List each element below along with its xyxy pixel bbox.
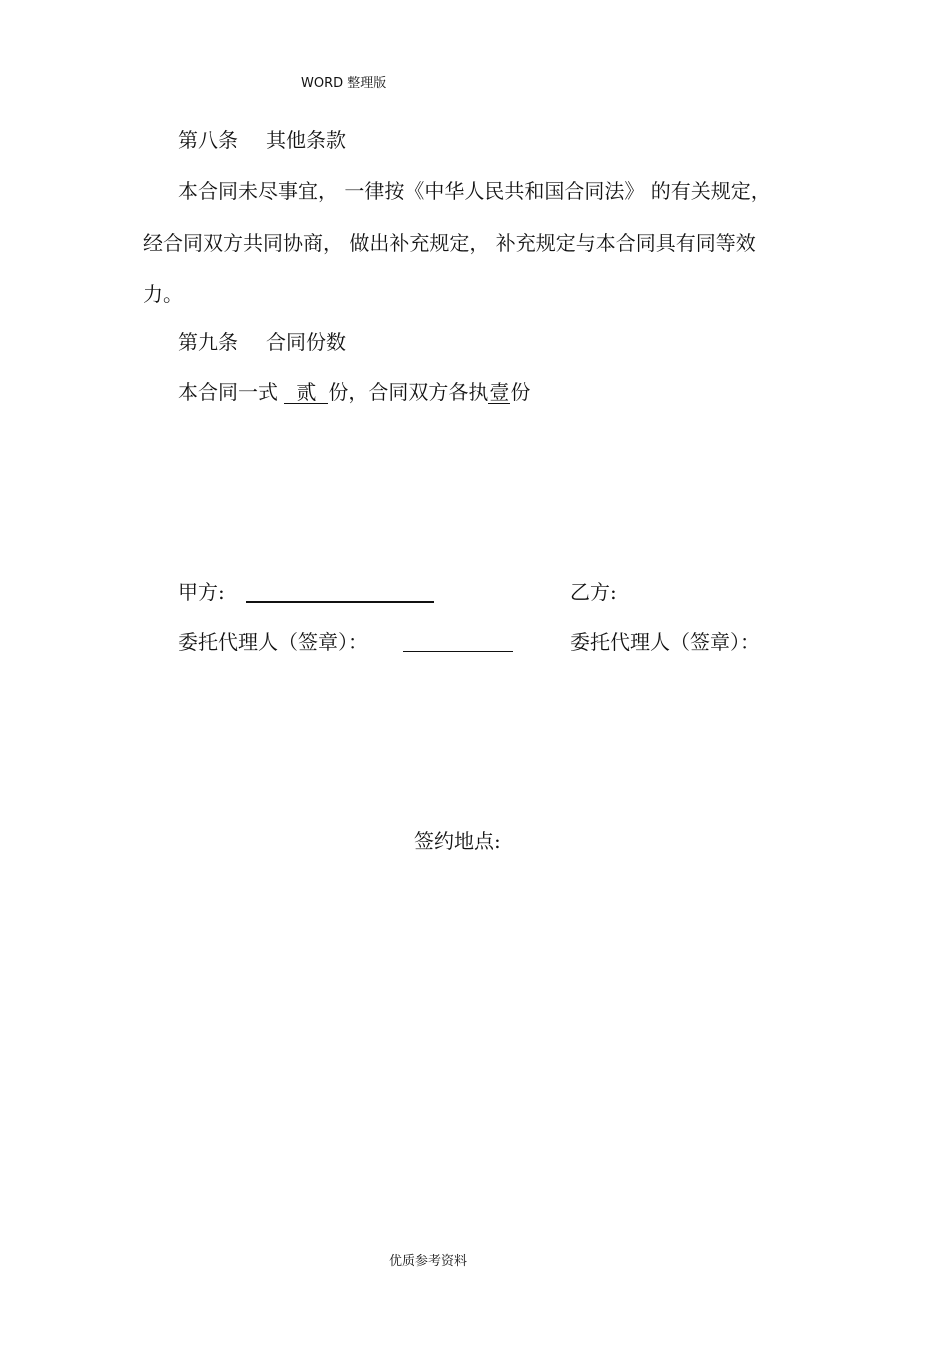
article-8-number: 第八条	[178, 128, 238, 152]
article-8-heading	[178, 126, 346, 154]
party-a-signature-line	[246, 601, 434, 603]
article-9-copies-line	[178, 378, 530, 406]
copies-each-blank: 壹	[489, 380, 510, 404]
agent-b-label: 委托代理人（签章）：	[570, 630, 760, 654]
copies-total-blank: 贰	[284, 381, 328, 404]
signing-place-label: 签约地点:	[414, 829, 501, 853]
article-8-title: 其他条款	[266, 128, 346, 152]
copies-prefix: 本合同一式	[178, 380, 278, 404]
agent-a-label: 委托代理人（签章）：	[178, 630, 368, 654]
party-a-label: 甲方:	[178, 580, 225, 604]
page-footer: 优质参考资料	[389, 1254, 468, 1269]
article-8-paragraph-line-3: 力。	[143, 282, 183, 306]
copies-middle: 份，合同双方各执	[328, 380, 489, 404]
page-header: WORD 整理版	[301, 76, 387, 91]
article-9-number: 第九条	[178, 330, 238, 354]
article-8-paragraph-line-2: 经合同双方共同协商， 做出补充规定， 补充规定与本合同具有同等效	[143, 231, 756, 255]
article-9-title: 合同份数	[266, 330, 346, 354]
agent-a-signature-line	[403, 651, 513, 652]
copies-suffix: 份	[510, 380, 531, 404]
article-8-paragraph-line-1: 本合同未尽事宜， 一律按《中华人民共和国合同法》 的有关规定，	[178, 179, 771, 203]
party-b-label: 乙方:	[570, 580, 617, 604]
article-9-heading	[178, 328, 346, 356]
